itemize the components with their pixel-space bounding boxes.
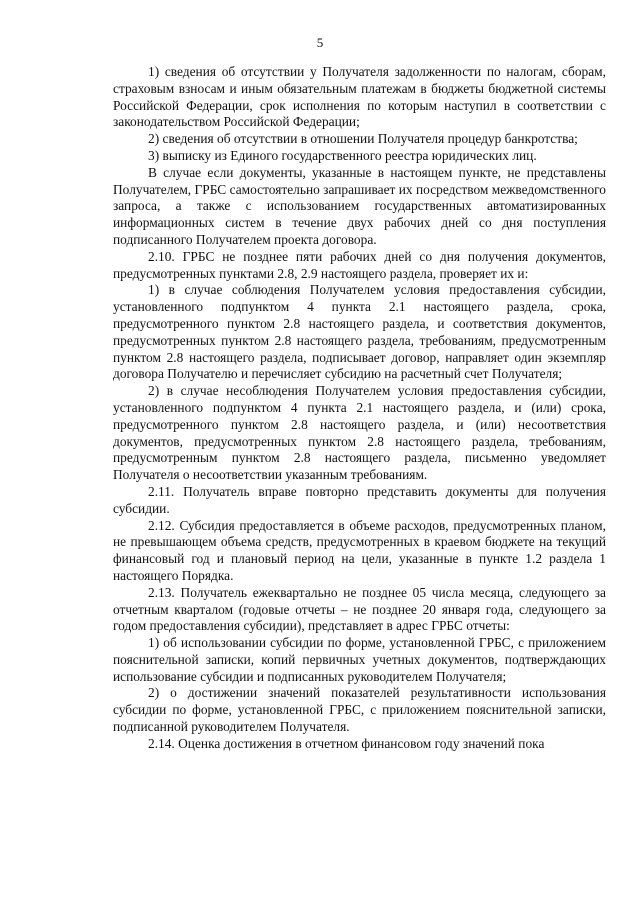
paragraph-item-3: 3) выписку из Единого государственного реестра юридических лиц. — [148, 147, 537, 163]
paragraph-item-1: 1) сведения об отсутствии у Получателя задолженности по налогам, сборам, страховым взносам и иным обязательным платежам в бюджеты бюджетной системы Российской Федерации, срок исполнения по которым наступил в соответствии с законодательством Российской Федерации; — [113, 64, 606, 130]
document-body — [113, 64, 606, 753]
paragraph-2-10: 2.10. ГРБС не позднее пяти рабочих дней со дня получения документов, предусмотренных пунктами 2.8, 2.9 настоящего раздела, проверяет их и: — [113, 248, 606, 281]
paragraph-2-10-item-1: 1) в случае соблюдения Получателем условия предоставления субсидии, установленного подпунктом 4 пункта 2.1 настоящего раздела, срока, предусмотренного пунктом 2.8 настоящего раздела, и соответствия документов, предусмотренных пунктом 2.8 настоящего раздела, требованиям, предусмотренным пунктом 2.8 настоящего раздела, подписывает договор, направляет один экземпляр договора Получателю и перечисляет субсидию на расчетный счет Получателя; — [113, 282, 606, 382]
paragraph-2-11: 2.11. Получатель вправе повторно представить документы для получения субсидии. — [113, 483, 606, 516]
paragraph-2-13-item-1: 1) об использовании субсидии по форме, установленной ГРБС, с приложением пояснительной записки, копий первичных учетных документов, подтверждающих использование субсидии и подписанных руководителем Получателя; — [113, 635, 606, 684]
paragraph-missing-documents: В случае если документы, указанные в настоящем пункте, не представлены Получателем, ГРБС самостоятельно запрашивает их посредством межведомственного запроса, а также с использованием государственных автоматизированных информационных систем в течение двух рабочих дней со дня поступления подписанного Получателем проекта договора. — [113, 164, 606, 247]
paragraph-2-14: 2.14. Оценка достижения в отчетном финансовом году значений пока — [148, 735, 545, 751]
paragraph-2-10-item-2: 2) в случае несоблюдения Получателем условия предоставления субсидии, установленного подпунктом 4 пункта 2.1 настоящего раздела, и (или) срока, предусмотренного пунктом 2.8 настоящего раздела, и (или) несоответствия документов, предусмотренных пунктом 2.8 настоящего раздела, требованиям, предусмотренным пунктом 2.8 настоящего раздела, письменно уведомляет Получателя о несоответствии указанным требованиям. — [113, 383, 606, 483]
paragraph-item-2: 2) сведения об отсутствии в отношении Получателя процедур банкротства; — [148, 131, 578, 147]
paragraph-2-13: 2.13. Получатель ежеквартально не позднее 05 числа месяца, следующего за отчетным кварталом (годовые отчеты – не позднее 20 января года, следующего за годом предоставления субсидии), представляет в адрес ГРБС отчеты: — [113, 584, 606, 634]
page-number: 5 — [316, 35, 324, 50]
paragraph-2-13-item-2: 2) о достижении значений показателей результативности использования субсидии по форме, установленной ГРБС, с приложением пояснительной записки, подписанной руководителем Получателя. — [113, 685, 606, 735]
paragraph-2-12: 2.12. Субсидия предоставляется в объеме расходов, предусмотренных планом, не превышающем объема средств, предусмотренных в краевом бюджете на текущий финансовый год и плановый период на цели, указанные в пункте 1.2 раздела 1 настоящего Порядка. — [113, 517, 606, 583]
